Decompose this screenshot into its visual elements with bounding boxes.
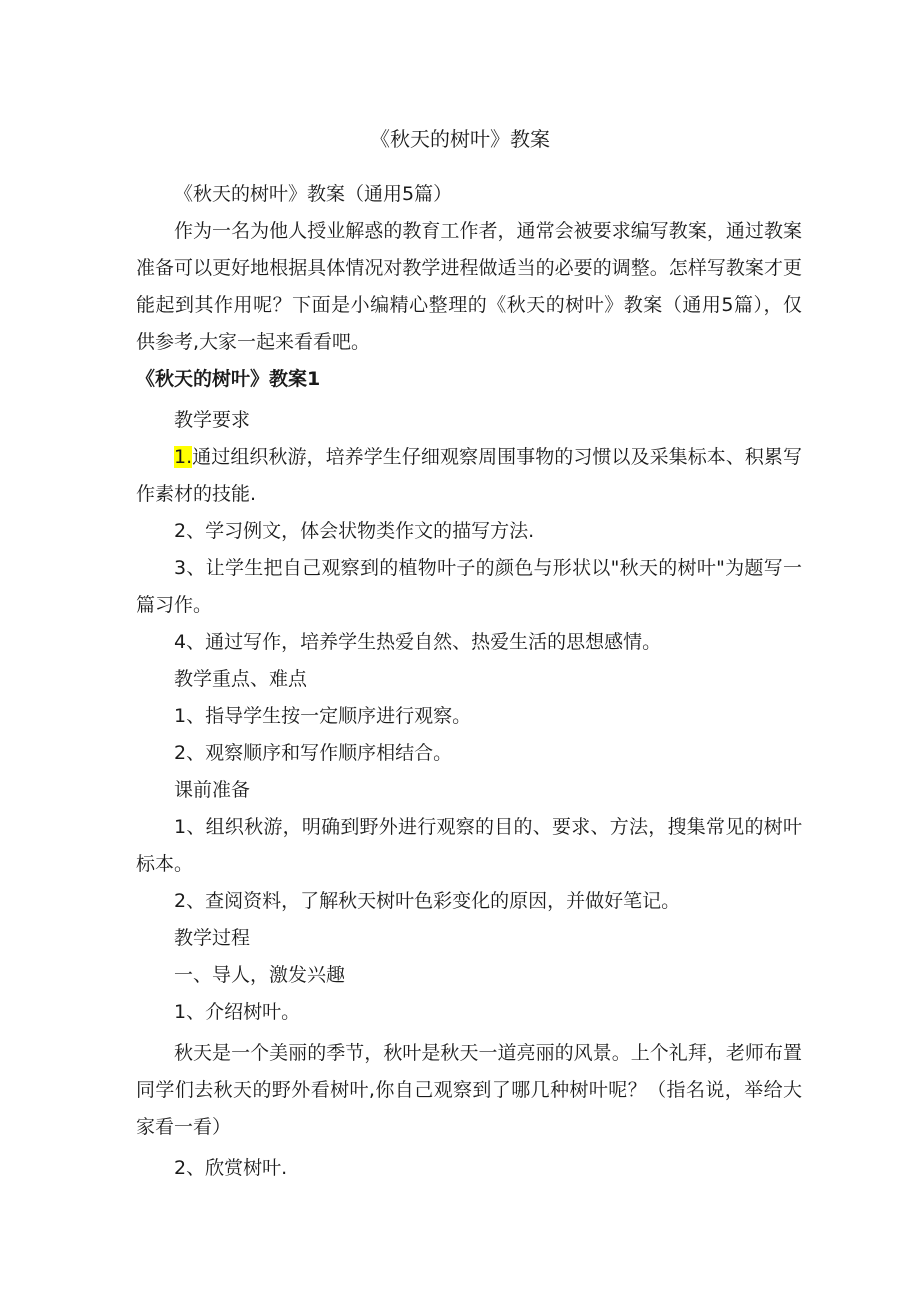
requirements-heading: 教学要求 bbox=[174, 409, 251, 431]
document-subtitle: 《秋天的树叶》教案（通用5篇） bbox=[174, 183, 453, 205]
requirement-item-2: 2、学习例文，体会状物类作文的描写方法. bbox=[174, 520, 535, 542]
keypoints-heading: 教学重点、难点 bbox=[174, 668, 308, 690]
step-item-1: 1、介绍树叶。 bbox=[174, 1001, 301, 1023]
highlighted-number: 1. bbox=[174, 446, 193, 468]
document-title: 《秋天的树叶》教案 bbox=[370, 127, 550, 151]
section-heading: 《秋天的树叶》教案1 bbox=[136, 368, 321, 390]
prep-heading: 课前准备 bbox=[174, 779, 251, 801]
step-paragraph: 秋天是一个美丽的季节，秋叶是秋天一道亮丽的风景。上个礼拜，老师布置同学们去秋天的野外看树叶,你自己观察到了哪几种树叶呢？（指名说，举给大家看一看） bbox=[136, 1042, 802, 1138]
intro-paragraph: 作为一名为他人授业解惑的教育工作者，通常会被要求编写教案，通过教案准备可以更好地根据具体情况对教学进程做适当的必要的调整。怎样写教案才更能起到其作用呢？下面是小编精心整理的《秋天的树叶》教案（通用5篇），仅供参考,大家一起来看看吧。 bbox=[136, 220, 802, 353]
requirement-item-1-text: 通过组织秋游，培养学生仔细观察周围事物的习惯以及采集标本、积累写作素材的技能. bbox=[136, 446, 802, 505]
document-body bbox=[136, 176, 802, 1187]
requirement-item-3: 3、让学生把自己观察到的植物叶子的颜色与形状以"秋天的树叶"为题写一篇习作。 bbox=[136, 557, 802, 616]
step-heading: 一、导人，激发兴趣 bbox=[174, 964, 346, 986]
prep-item-1: 1、组织秋游，明确到野外进行观察的目的、要求、方法，搜集常见的树叶标本。 bbox=[136, 816, 802, 875]
prep-item-2: 2、查阅资料，了解秋天树叶色彩变化的原因，并做好笔记。 bbox=[174, 890, 681, 912]
keypoint-item-2: 2、观察顺序和写作顺序相结合。 bbox=[174, 742, 453, 764]
requirement-item-4: 4、通过写作，培养学生热爱自然、热爱生活的思想感情。 bbox=[174, 631, 662, 653]
requirement-item-1 bbox=[136, 439, 802, 513]
process-heading: 教学过程 bbox=[174, 927, 251, 949]
keypoint-item-1: 1、指导学生按一定顺序进行观察。 bbox=[174, 705, 472, 727]
step-item-2: 2、欣赏树叶. bbox=[174, 1157, 288, 1179]
